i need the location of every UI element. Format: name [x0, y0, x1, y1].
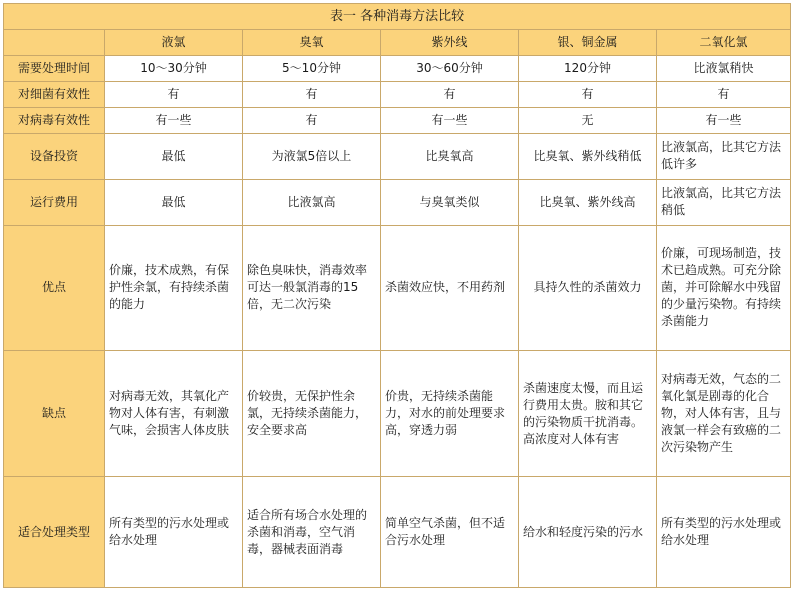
row-header: 对病毒有效性 — [4, 107, 105, 133]
table-row — [4, 56, 791, 82]
table-cell: 杀菌效应快，不用药剂 — [381, 226, 519, 351]
table-cell: 有 — [243, 82, 381, 107]
table-cell: 给水和轻度污染的污水 — [519, 477, 657, 588]
table-row — [4, 107, 791, 133]
table-cell: 价较贵，无保护性余氯，无持续杀菌能力，安全要求高 — [243, 350, 381, 477]
table-cell: 具持久性的杀菌效力 — [519, 226, 657, 351]
table-cell: 有 — [657, 82, 791, 107]
column-header: 银、铜金属 — [519, 30, 657, 56]
column-header: 二氧化氯 — [657, 30, 791, 56]
table-row — [4, 477, 791, 588]
table-row — [4, 133, 791, 179]
row-header: 设备投资 — [4, 133, 105, 179]
table-cell: 对病毒无效，气态的二氧化氯是剧毒的化合物，对人体有害，且与液氯一样会有致癌的二次污染物产生 — [657, 350, 791, 477]
table-cell: 简单空气杀菌，但不适合污水处理 — [381, 477, 519, 588]
table-cell: 为液氯5倍以上 — [243, 133, 381, 179]
column-header: 紫外线 — [381, 30, 519, 56]
table-cell: 比臭氧、紫外线稍低 — [519, 133, 657, 179]
table-row — [4, 226, 791, 351]
table-cell: 有 — [519, 82, 657, 107]
table-cell: 30～60分钟 — [381, 56, 519, 82]
row-header: 适合处理类型 — [4, 477, 105, 588]
table-row — [4, 82, 791, 107]
table-cell: 所有类型的污水处理或给水处理 — [105, 477, 243, 588]
table-cell: 有一些 — [381, 107, 519, 133]
table-row — [4, 179, 791, 225]
header-row — [4, 30, 791, 56]
table-cell: 比液氯高，比其它方法稍低 — [657, 179, 791, 225]
table-cell: 所有类型的污水处理或给水处理 — [657, 477, 791, 588]
column-header: 臭氧 — [243, 30, 381, 56]
table-cell: 价贵，无持续杀菌能力，对水的前处理要求高，穿透力弱 — [381, 350, 519, 477]
disinfection-comparison-table — [3, 3, 791, 588]
table-title: 表一 各种消毒方法比较 — [4, 4, 791, 30]
table-cell: 最低 — [105, 179, 243, 225]
table-cell: 价廉，可现场制造，技术已趋成熟。可充分除菌，并可除解水中残留的少量污染物。有持续杀菌能力 — [657, 226, 791, 351]
table-cell: 10～30分钟 — [105, 56, 243, 82]
row-header: 缺点 — [4, 350, 105, 477]
table-cell: 价廉，技术成熟，有保护性余氯，有持续杀菌的能力 — [105, 226, 243, 351]
table-cell: 比臭氧、紫外线高 — [519, 179, 657, 225]
table-cell: 有一些 — [105, 107, 243, 133]
table-cell: 120分钟 — [519, 56, 657, 82]
table-cell: 有 — [243, 107, 381, 133]
table-cell: 比液氯稍快 — [657, 56, 791, 82]
table-cell: 5～10分钟 — [243, 56, 381, 82]
table-cell: 与臭氧类似 — [381, 179, 519, 225]
table-cell: 无 — [519, 107, 657, 133]
row-header: 对细菌有效性 — [4, 82, 105, 107]
table-cell: 对病毒无效，其氧化产物对人体有害，有刺激气味，会损害人体皮肤 — [105, 350, 243, 477]
table-cell: 杀菌速度太慢，而且运行费用太贵。胺和其它的污染物质干扰消毒。高浓度对人体有害 — [519, 350, 657, 477]
corner-cell — [4, 30, 105, 56]
table-cell: 有一些 — [657, 107, 791, 133]
table-cell: 最低 — [105, 133, 243, 179]
table-row — [4, 350, 791, 477]
table-cell: 有 — [381, 82, 519, 107]
table-cell: 比液氯高，比其它方法低许多 — [657, 133, 791, 179]
row-header: 运行费用 — [4, 179, 105, 225]
comparison-table-wrapper — [3, 3, 790, 588]
row-header: 需要处理时间 — [4, 56, 105, 82]
table-cell: 比液氯高 — [243, 179, 381, 225]
table-cell: 适合所有场合水处理的杀菌和消毒，空气消毒，器械表面消毒 — [243, 477, 381, 588]
row-header: 优点 — [4, 226, 105, 351]
table-cell: 有 — [105, 82, 243, 107]
table-cell: 比臭氧高 — [381, 133, 519, 179]
title-row — [4, 4, 791, 30]
column-header: 液氯 — [105, 30, 243, 56]
table-cell: 除色臭味快，消毒效率可达一般氯消毒的15倍，无二次污染 — [243, 226, 381, 351]
